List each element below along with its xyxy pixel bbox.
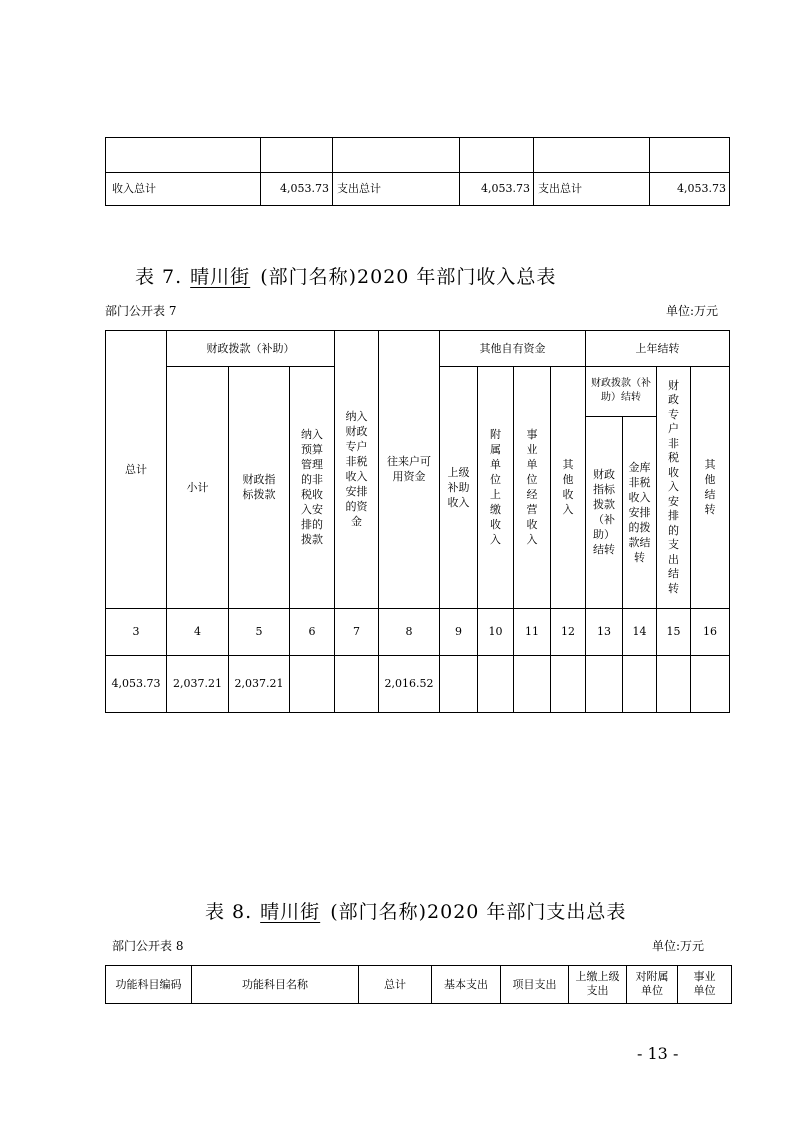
- header-business-unit: 事业单位: [678, 966, 732, 1004]
- header-carry-other: 其他结转: [691, 367, 730, 609]
- header-project-expense: 项目支出: [501, 966, 569, 1004]
- header-carry-special: 财政专户非税收入安排的支出结转: [657, 367, 691, 609]
- value-current-funds: 2,016.52: [379, 656, 440, 713]
- header-carry-fiscal-indicator: 财政指标拨款（补助）结转: [586, 417, 623, 609]
- table8: [105, 965, 732, 1004]
- header-superior-subsidy: 上级补助收入: [440, 367, 478, 609]
- income-total-value: 4,053.73: [261, 173, 333, 206]
- header-fiscal-indicator: 财政指标拨款: [229, 367, 290, 609]
- table-row: 3 4 5 6 7 8 9 10 11 12 13 14 15 16: [106, 609, 730, 656]
- header-affiliated-unit: 对附属单位: [627, 966, 678, 1004]
- expense-total-label: 支出总计: [333, 173, 460, 206]
- header-total: 总计: [359, 966, 432, 1004]
- dept-name: 晴川街: [190, 266, 251, 288]
- header-other-own-group: 其他自有资金: [440, 331, 586, 367]
- table7: [105, 330, 730, 713]
- table-row: [106, 138, 730, 173]
- table-row: [106, 656, 730, 713]
- income-total-label: 收入总计: [106, 173, 261, 206]
- header-function-code: 功能科目编码: [106, 966, 192, 1004]
- header-carry-fiscal-group: 财政拨款（补助）结转: [586, 367, 657, 417]
- header-budget-nontax: 纳入预算管理的非税收入安排的拨款: [290, 367, 335, 609]
- header-total: 总计: [106, 331, 167, 609]
- value-fiscal-indicator: 2,037.21: [229, 656, 290, 713]
- expense-total-value: 4,053.73: [650, 173, 730, 206]
- header-business-income: 事业单位经营收入: [514, 367, 551, 609]
- header-current-funds: 往来户可用资金: [379, 331, 440, 609]
- table8-code: 部门公开表 8: [112, 939, 184, 953]
- table8-title: 表 8. 晴川街 (部门名称)2020 年部门支出总表: [205, 901, 627, 923]
- expense-total-label: 支出总计: [534, 173, 650, 206]
- table-row: [106, 331, 730, 367]
- header-function-name: 功能科目名称: [192, 966, 359, 1004]
- expense-total-value: 4,053.73: [460, 173, 534, 206]
- header-remit-superior: 上缴上级支出: [569, 966, 627, 1004]
- table7-unit: 单位:万元: [666, 304, 719, 318]
- dept-name: 晴川街: [260, 901, 321, 923]
- value-subtotal: 2,037.21: [167, 656, 229, 713]
- table-row: [106, 173, 730, 206]
- table7-code: 部门公开表 7: [105, 304, 177, 318]
- table-row: [106, 966, 732, 1004]
- header-subtotal: 小计: [167, 367, 229, 609]
- table8-unit: 单位:万元: [652, 939, 705, 953]
- header-basic-expense: 基本支出: [432, 966, 501, 1004]
- header-fiscal-group: 财政拨款（补助）: [167, 331, 335, 367]
- top-table: [105, 137, 730, 206]
- page-number: - 13 -: [637, 1044, 679, 1063]
- header-other-income: 其他收入: [551, 367, 586, 609]
- header-carryover-group: 上年结转: [586, 331, 730, 367]
- header-affiliated-unit: 附属单位上缴收入: [478, 367, 514, 609]
- value-total: 4,053.73: [106, 656, 167, 713]
- header-fiscal-special: 纳入财政专户非税收入安排的资金: [335, 331, 379, 609]
- header-carry-treasury-nontax: 金库非税收入安排的拨款结转: [623, 417, 657, 609]
- table7-title: 表 7. 晴川街 (部门名称)2020 年部门收入总表: [135, 266, 557, 288]
